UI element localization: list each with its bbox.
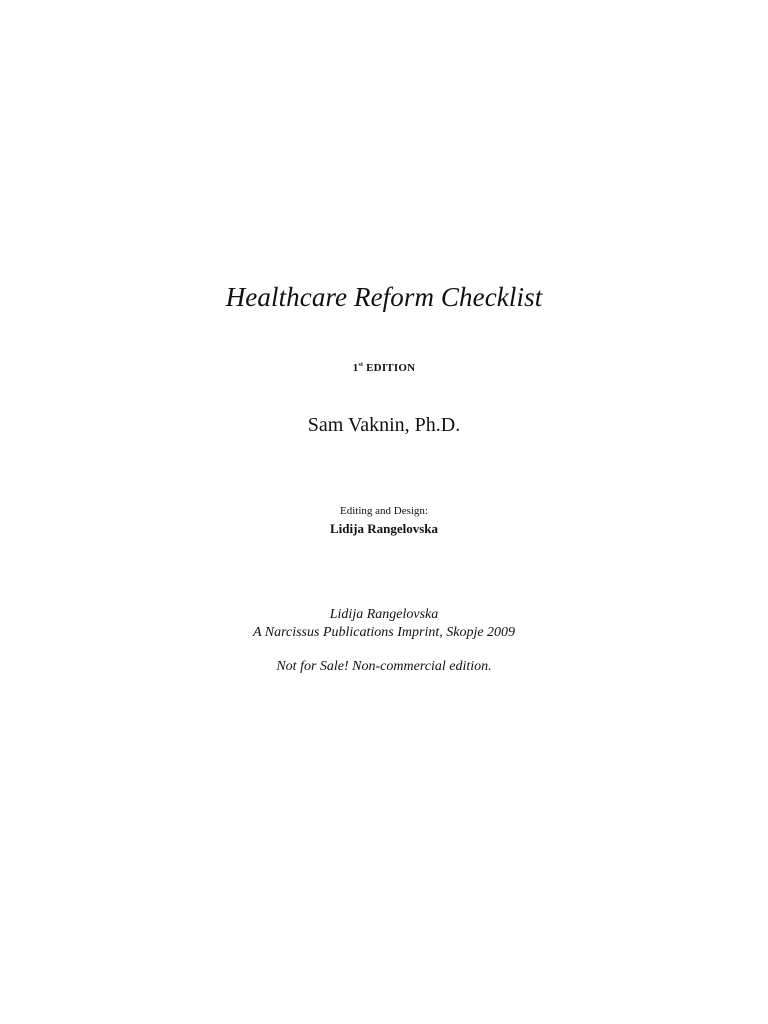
author-name: Sam Vaknin, Ph.D. <box>307 414 461 436</box>
editor-name: Lidija Rangelovska <box>330 521 438 536</box>
non-commercial-notice: Not for Sale! Non-commercial edition. <box>276 659 492 674</box>
edition-ordinal-suffix: st <box>358 362 364 368</box>
editing-design-label: Editing and Design: <box>340 505 428 517</box>
edition-line <box>0 363 768 374</box>
book-title: Healthcare Reform Checklist <box>225 282 543 312</box>
publisher-name: Lidija Rangelovska <box>329 607 439 622</box>
edition-number: 1 <box>352 362 359 374</box>
edition-label: EDITION <box>366 362 416 374</box>
publisher-imprint: A Narcissus Publications Imprint, Skopje 2009 <box>252 625 516 640</box>
